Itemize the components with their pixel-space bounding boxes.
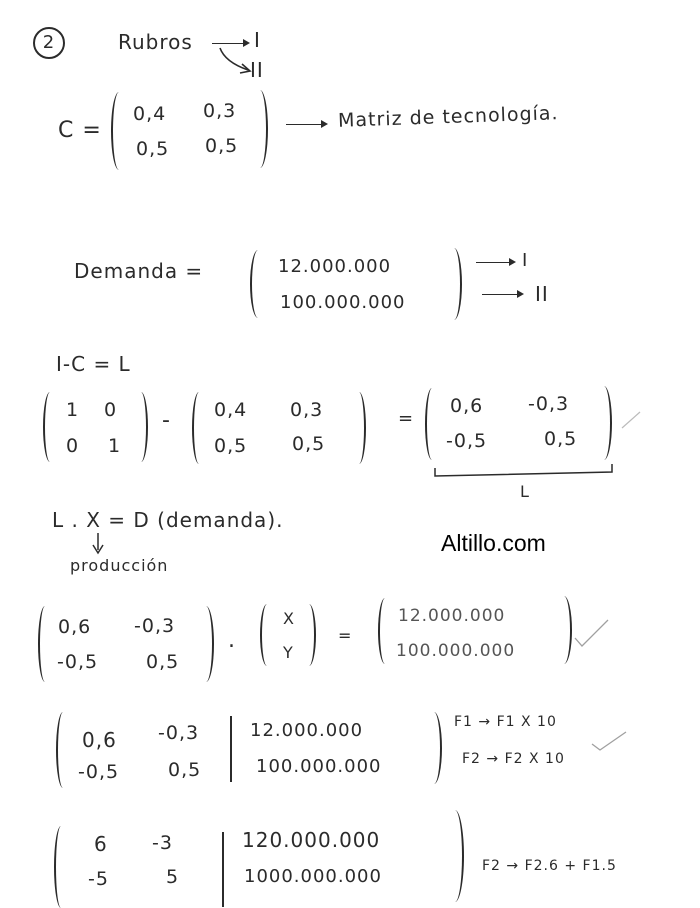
identity-cell-21: 0 xyxy=(66,435,80,457)
aug1-cell-13: 12.000.000 xyxy=(250,720,364,741)
l-cell-22: 0,5 xyxy=(544,428,578,450)
aug2-cell-23: 1000.000.000 xyxy=(244,866,382,887)
c-cell-21: 0,5 xyxy=(136,138,170,160)
aug1-cell-21: -0,5 xyxy=(78,761,120,783)
c-label: C = xyxy=(58,118,102,143)
var-y: Y xyxy=(283,643,294,662)
production-note: producción xyxy=(70,556,169,575)
l-brace-label: L xyxy=(520,482,530,501)
demand-target-1: I xyxy=(522,250,529,271)
aug1-cell-12: -0,3 xyxy=(158,722,200,744)
pl-cell-11: 0,6 xyxy=(58,616,92,638)
system-equation: L . X = D (demanda). xyxy=(52,508,284,532)
demand-value-1: 12.000.000 xyxy=(278,256,392,277)
c2-cell-11: 0,4 xyxy=(214,399,248,421)
pl-cell-22: 0,5 xyxy=(146,651,180,673)
pl-cell-12: -0,3 xyxy=(134,615,176,637)
aug2-divider xyxy=(222,832,224,907)
c-cell-12: 0,3 xyxy=(203,100,237,122)
var-x: X xyxy=(283,609,295,628)
demand-value-2: 100.000.000 xyxy=(280,292,406,313)
identity-cell-22: 1 xyxy=(108,435,122,457)
watermark: Altillo.com xyxy=(441,530,546,556)
identity-cell-11: 1 xyxy=(66,399,80,421)
problem-number-text: 2 xyxy=(42,32,56,53)
aug2-bracket-left xyxy=(54,826,68,908)
aug2-bracket-right xyxy=(446,810,464,902)
pl-cell-21: -0,5 xyxy=(57,651,99,673)
aug1-cell-11: 0,6 xyxy=(82,728,117,752)
l-cell-11: 0,6 xyxy=(450,395,484,417)
identity-title: I-C = L xyxy=(56,352,131,376)
aug2-cell-13: 120.000.000 xyxy=(242,828,381,852)
aug2-cell-21: -5 xyxy=(88,868,109,890)
rubro-1: I xyxy=(254,28,261,52)
equals-sign-1: = xyxy=(398,408,415,429)
identity-cell-12: 0 xyxy=(104,399,118,421)
c-note: Matriz de tecnología. xyxy=(337,102,559,132)
row-op-1: F1 → F1 X 10 xyxy=(454,714,557,730)
aug1-cell-23: 100.000.000 xyxy=(256,756,382,777)
pr-value-1: 12.000.000 xyxy=(398,606,506,626)
c-cell-22: 0,5 xyxy=(205,135,239,157)
row-op-3: F2 → F2.6 + F1.5 xyxy=(482,858,617,874)
rubro-2: II xyxy=(250,58,264,82)
c2-cell-22: 0,5 xyxy=(292,433,326,455)
rubros-label: Rubros xyxy=(118,30,193,54)
pr-value-2: 100.000.000 xyxy=(396,641,516,661)
demand-label: Demanda = xyxy=(74,259,204,283)
c-cell-11: 0,4 xyxy=(133,103,167,125)
minus-sign: - xyxy=(162,408,171,433)
equals-sign-2: = xyxy=(338,626,353,645)
aug1-cell-22: 0,5 xyxy=(168,759,202,781)
aug2-cell-12: -3 xyxy=(152,832,173,854)
l-cell-21: -0,5 xyxy=(446,430,488,452)
aug2-cell-11: 6 xyxy=(94,832,108,856)
demand-target-2: II xyxy=(535,282,549,306)
c2-cell-21: 0,5 xyxy=(214,435,248,457)
aug2-cell-22: 5 xyxy=(166,866,180,888)
product-dot: . xyxy=(228,628,236,653)
l-cell-12: -0,3 xyxy=(528,393,570,415)
c2-cell-12: 0,3 xyxy=(290,399,324,421)
row-op-2: F2 → F2 X 10 xyxy=(462,751,565,767)
